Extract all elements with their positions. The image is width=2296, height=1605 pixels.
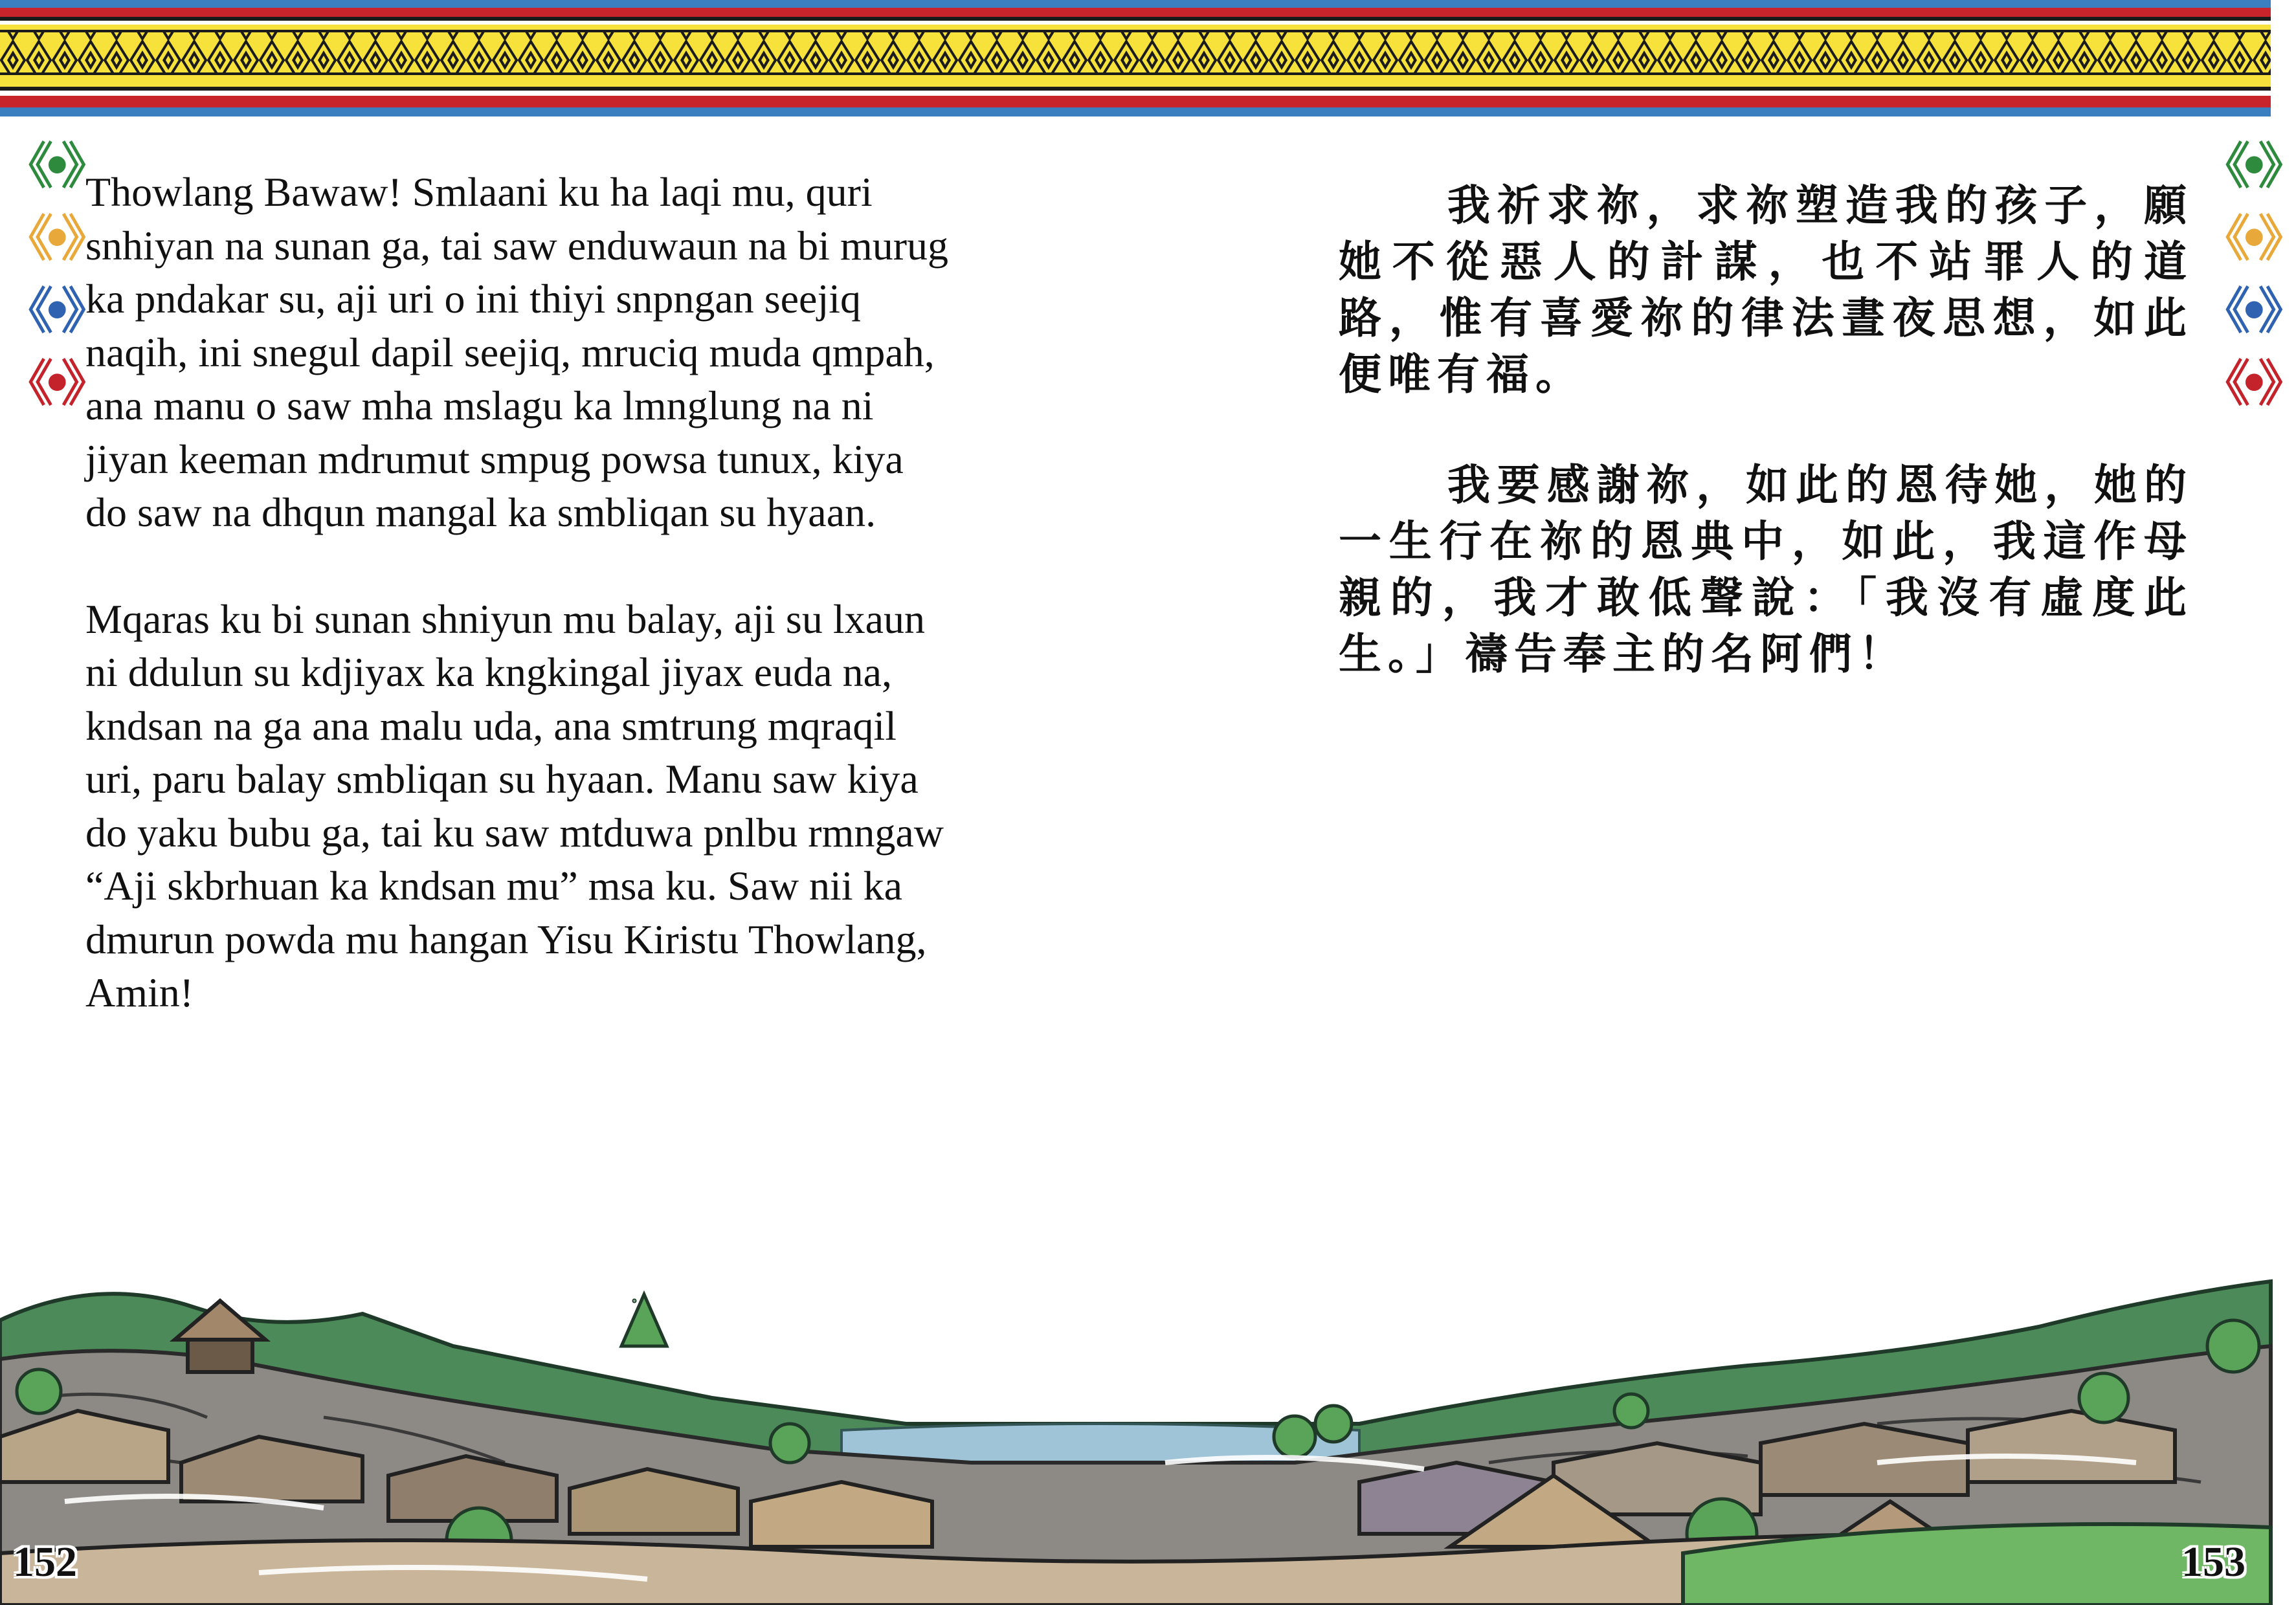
mountain-village-illustration [0, 1268, 2271, 1605]
page-number-right: 153 [2181, 1538, 2246, 1586]
right-emblem-column [2201, 137, 2296, 427]
left-emblem-column [4, 137, 99, 427]
yellow-emblem-icon: 《•》 [4, 210, 99, 267]
red-emblem-icon: 《•》 [2201, 355, 2296, 412]
truku-paragraph-1: Thowlang Bawaw! Smlaani ku ha laqi mu, quri snhiyan na sunan ga, tai saw enduwaun na bi murug ka pndakar su, aji uri o ini thiyi snpngan seejiq naqih, ini snegul dapil seejiq, mruciq muda qmpah, ana manu o saw mha mslagu ka lmnglung na ni jiyan keeman mdrumut smpug powsa tunux, kiya do saw na dhqun mangal ka smbliqan su hyaan. [85, 169, 949, 535]
right-page-text [1339, 177, 2193, 736]
page-number-left: 152 [13, 1538, 77, 1586]
left-page-text [85, 166, 953, 1073]
green-emblem-icon: 《•》 [4, 137, 99, 195]
yellow-emblem-icon: 《•》 [2201, 210, 2296, 267]
truku-paragraph-2: Mqaras ku bi sunan shniyun mu balay, aji su lxaun ni ddulun su kdjiyax ka kngkingal jiyax euda na, kndsan na ga ana malu uda, ana smtrung mqraqil uri, paru balay smbliqan su hyaan. Manu saw kiya do yaku bubu ga, tai ku saw mtduwa pnlbu rmngaw “Aji skbrhuan ka kndsan mu” msa ku. Saw nii ka dmurun powda mu hangan Yisu Kiristu Thowlang, Amin! [85, 595, 944, 1015]
woven-pattern-banner [0, 0, 2271, 120]
red-emblem-icon: 《•》 [4, 355, 99, 412]
chinese-paragraph-2: 我要感謝祢，如此的恩待她，她的一生行在祢的恩典中，如此，我這作母親的，我才敢低聲說：「我沒有虛度此生。」禱告奉主的名阿們！ [1339, 459, 2193, 679]
green-emblem-icon: 《•》 [2201, 137, 2296, 195]
chinese-paragraph-1: 我祈求祢，求祢塑造我的孩子，願她不從惡人的計謀，也不站罪人的道路，惟有喜愛祢的律法晝夜思想，如此便唯有福。 [1339, 180, 2193, 399]
blue-emblem-icon: 《•》 [2201, 282, 2296, 340]
blue-emblem-icon: 《•》 [4, 282, 99, 340]
